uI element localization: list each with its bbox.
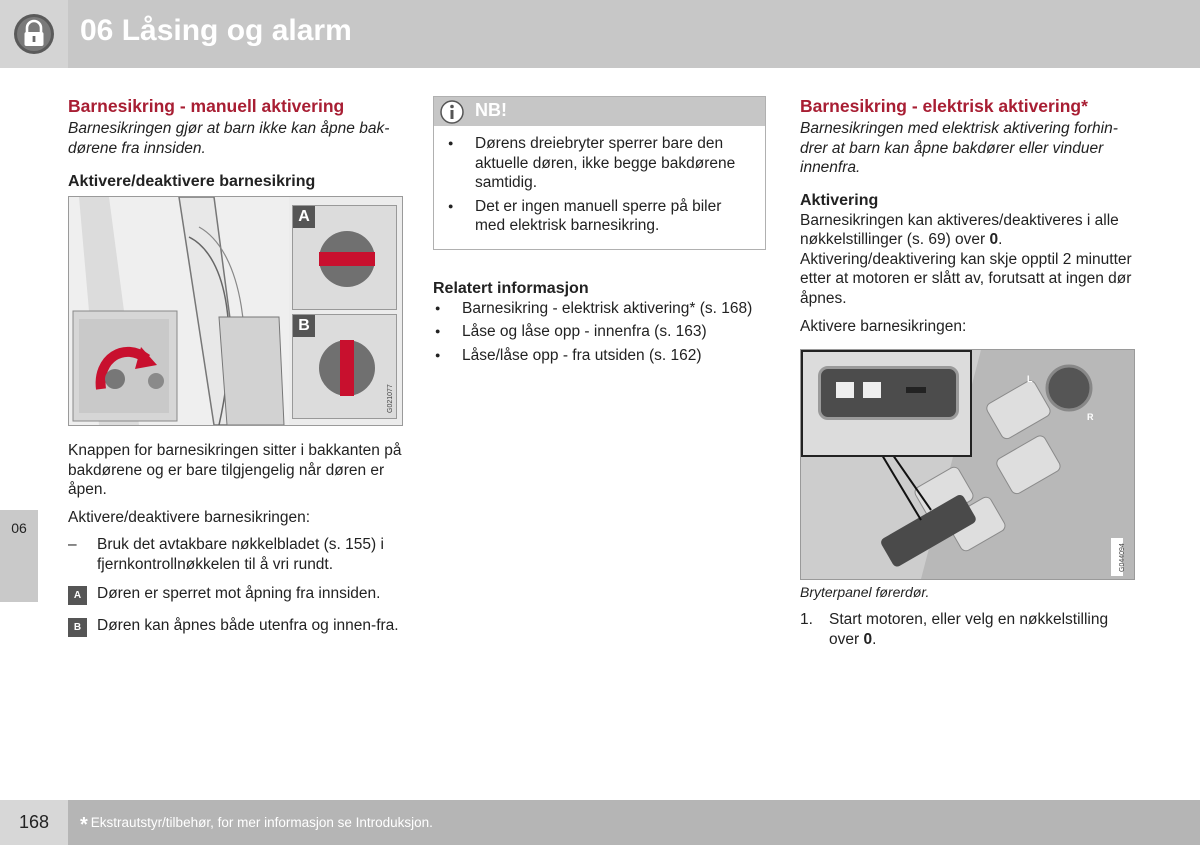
step-number: 1. [800,611,813,628]
chapter-icon-box [0,0,68,68]
window-lock-icon [836,382,854,398]
bullet-marker: ● [435,302,441,313]
page-number-box [0,800,68,845]
chapter-tab[interactable] [0,510,38,602]
related-link-text[interactable]: Barnesikring - elektrisk aktivering* (s. 168) [462,299,753,317]
list-item [446,134,753,193]
numbered-steps [800,610,1134,649]
key-position: 0 [989,231,999,248]
lock-position-a-icon [318,230,376,288]
dash-marker: – [68,536,77,553]
list-item [800,610,1134,649]
paragraph-button-location: Knappen for barnesikringen sitter i bakkanten på bakdørene og er bare tilgjengelig når døren er åpen. [68,442,402,498]
chapter-title: 06 Låsing og alarm [80,14,352,47]
figure-code: G044094 [1119,542,1126,572]
step-key-position: 0 [863,630,873,648]
switch-panel-figure [800,349,1135,580]
lock-icon [13,13,55,55]
bullet-marker: ● [448,138,454,148]
door-lock-figure [68,196,403,426]
note-box [433,96,766,250]
child-lock-switch[interactable] [818,366,959,420]
related-link-text[interactable]: Låse/låse opp - fra utsiden (s. 162) [462,346,702,364]
note-list [446,134,753,236]
figure-label-a: A [293,206,315,228]
rotate-arrow-icon [79,319,169,413]
info-icon [440,100,464,124]
position-b-panel [292,314,397,419]
paragraph-activate-intro: Aktivere/deaktivere barnesikringen: [68,508,311,526]
figure-label-b: B [293,315,315,337]
subheading-activation: Aktivering [800,191,879,209]
child-icon [863,382,881,398]
related-link[interactable] [433,346,766,366]
chapter-tab-label: 06 [11,520,27,536]
step-text-end: . [872,630,877,648]
step-text: Start motoren, eller velg en nøkkelstilling over [829,611,1109,648]
note-title: NB! [475,100,507,120]
related-link[interactable] [433,322,766,342]
figure-caption: Bryterpanel førerdør. [800,583,930,600]
middle-column [433,95,766,365]
figure-code: G021077 [387,384,394,413]
mirror-label-left: L [1027,373,1033,384]
related-heading: Relatert informasjon [433,279,589,297]
result-item-b [68,616,404,636]
related-link[interactable] [433,299,766,319]
step-text: Bruk det avtakbare nøkkelbladet (s. 155) i fjernkontrollnøkkelen til å vri rundt. [97,536,384,573]
result-text-a: Døren er sperret mot åpning fra innsiden. [97,585,381,602]
section-lead-manual: Barnesikringen gjør at barn ikke kan åpne bak-dørene fra innsiden. [68,120,390,157]
right-column [800,95,1134,649]
position-a-panel [292,205,397,310]
activation-text-cont: . Aktivering/deaktivering kan skje opptil 2 minutter etter at motoren er slått av, forutsatt at ingen dør åpnes. [800,231,1132,307]
footnote [80,814,433,837]
figure-code-box [1111,538,1126,576]
step-list [68,535,404,574]
switch-zoom-inset [801,350,972,457]
chapter-header [0,0,1200,68]
note-text: Dørens dreiebryter sperrer bare den aktuelle døren, ikke begge bakdørene samtidig. [475,135,736,191]
page-number: 168 [18,812,50,832]
section-lead-electric: Barnesikringen med elektrisk aktivering forhin-drer at barn kan åpne bakdører eller vinduer innenfra. [800,120,1118,176]
related-list [433,299,766,366]
badge-b: B [68,618,87,637]
footer-bar [68,800,1200,845]
indicator-lamp [906,387,926,393]
section-heading-manual: Barnesikring - manuell aktivering [68,96,345,116]
bullet-marker: ● [435,326,441,336]
lock-position-b-icon [318,339,376,397]
result-item-a [68,584,404,604]
note-text: Det er ingen manuell sperre på biler med elektrisk barnesikring. [475,197,722,234]
note-body [434,126,765,249]
bullet-marker: ● [435,349,441,360]
badge-a: A [68,586,87,605]
bullet-marker: ● [448,200,454,211]
activation-text: Barnesikringen kan aktiveres/deaktiveres i alle nøkkelstillinger (s. 69) over [800,211,1119,248]
left-column [68,95,404,635]
list-item [446,197,753,236]
note-header [434,97,765,126]
related-link-text[interactable]: Låse og låse opp - innenfra (s. 163) [462,323,707,340]
section-heading-electric: Barnesikring - elektrisk aktivering* [800,96,1088,116]
list-item [68,535,404,574]
mirror-label-right: R [1087,411,1094,422]
footnote-text: Ekstrautstyr/tilbehør, for mer informasjon se Introduksjon. [90,815,433,830]
paragraph-activation [800,211,1134,309]
result-text-b: Døren kan åpnes både utenfra og innen-fra. [97,616,399,634]
paragraph-activate-intro-electric: Aktivere barnesikringen: [800,318,967,335]
footnote-star: * [80,814,88,836]
subheading-activate-manual: Aktivere/deaktivere barnesikring [68,173,316,190]
